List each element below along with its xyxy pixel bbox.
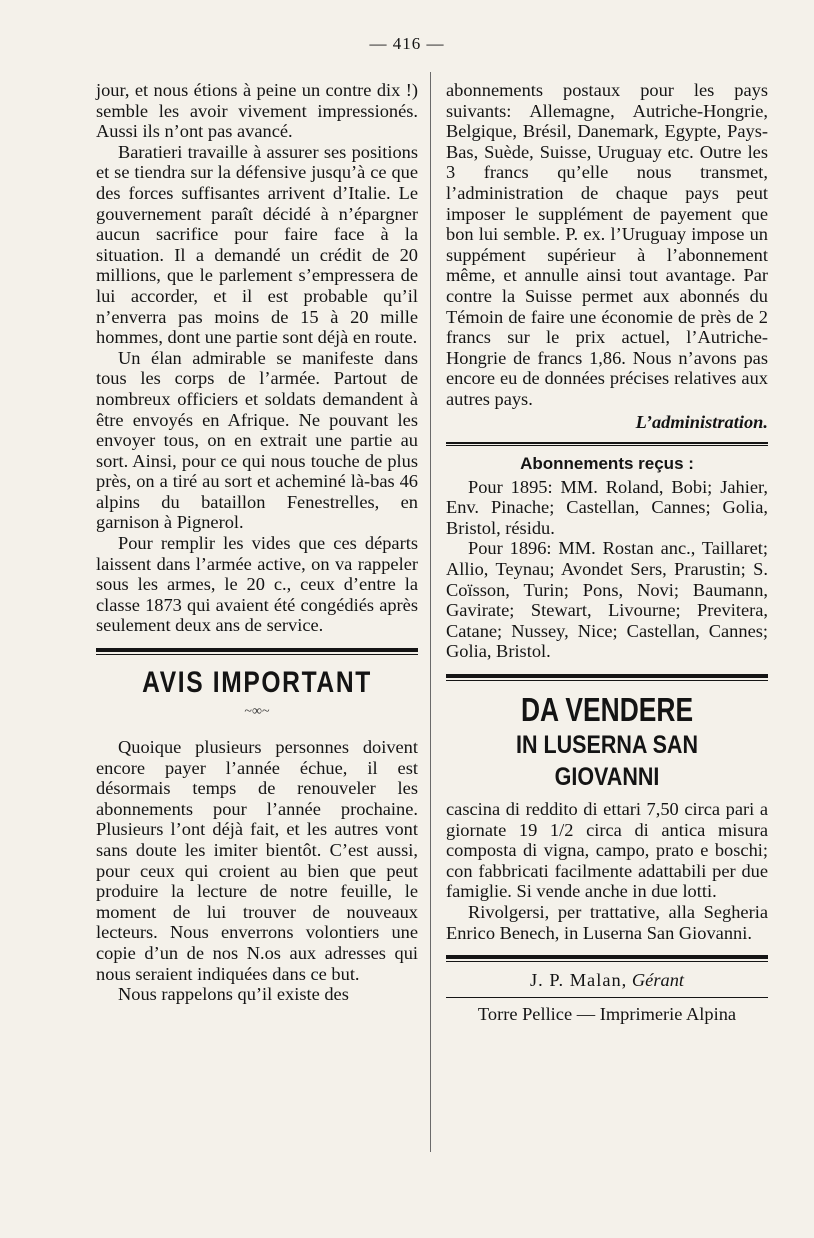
article-paragraph: Un élan admirable se manifeste dans tous les corps de l’armée. Partout de nombreux officiers et soldats demandent à être envoyés en Afrique. Ne pouvant les envoyer tous, on en extrait une partie au sort. Ainsi, pour ce qui nous touche de plus près, on a tiré au sort et acheminé là-bas 46 alpins du bataillon Fenestrelles, en garnison à Pignerol. (96, 347, 418, 533)
section-rule (446, 955, 768, 962)
manager-role: Gérant (631, 970, 685, 991)
article-paragraph: jour, et nous étions à peine un contre dix !) semble les avoir vivement impressionés. Aussi ils n’ont pas avancé. (96, 80, 418, 142)
section-rule (446, 442, 768, 446)
article-paragraph: Baratieri travaille à assurer ses positions et se tiendra sur la défensive jusqu’à ce que des forces suffisantes arrivent d’Italie. Le gouvernement paraît décidé à n’épargner aucun sacrifice pour faire face à la situation. Il a demandé un crédit de 20 millions, que le parlement s’empressera de lui accorder, et il est probable qu’il n’enverra pas moins de 15 à 20 mille hommes, dont une partie sont déjà en route. (96, 141, 418, 348)
for-sale-subheading: IN LUSERNA SAN GIOVANNI (516, 731, 698, 792)
avis-paragraph: Quoique plusieurs personnes doivent encore payer l’année échue, il est désormais temps de renouveler les abonnements pour l’année prochaine. Plusieurs l’ont déjà fait, et les autres vont sans doute les imiter bientôt. C’est aussi, pour ceux qui croient au bien que peut produire la lecture de notre feuille, le moment de lui trouver de nouveaux lecteurs. Nous enverrons volontiers une copie d’un de nos N.os aux adresses qui nous seraient indiquées dans ce but. (96, 737, 418, 984)
page-number: — 416 — (369, 34, 445, 53)
signature: L’administration. (635, 411, 768, 432)
for-sale-heading: DA VENDERE (520, 691, 694, 729)
left-column (96, 80, 418, 1005)
avis-heading: AVIS IMPORTANT (142, 666, 372, 700)
column-divider (430, 72, 431, 1152)
for-sale-text: cascina di reddito di ettari 7,50 circa pari a giornate 19 1/2 circa di antica misura composta di vigna, campo, prato e boschi; con fabbricati facilmente adattabili per due famiglie. Si vende anche in due lotti. (446, 799, 768, 902)
subscriptions-1896: Pour 1896: MM. Rostan anc., Taillaret; Allio, Teynau; Avondet Sers, Prarustin; S. Coïsson, Turin; Pons, Novi; Baumann, Gavirate; Stewart, Livourne; Previtera, Catane; Nussey, Nice; Castellan, Cannes; Golia, Bristol. (446, 538, 768, 662)
section-rule (96, 648, 418, 655)
for-sale-contact: Rivolgersi, per trattative, alla Segheria Enrico Benech, in Luserna San Giovanni. (446, 902, 768, 943)
subscriptions-heading: Abonnements reçus : (520, 454, 694, 474)
manager-line (446, 970, 768, 991)
section-rule (446, 997, 768, 998)
right-column (446, 80, 768, 1024)
ornament-icon: ~∞~ (244, 704, 270, 720)
manager-name: J. P. Malan, (529, 970, 628, 991)
section-rule (446, 674, 768, 681)
subscriptions-1895: Pour 1895: MM. Roland, Bobi; Jahier, Env. Pinache; Castellan, Cannes; Golia, Bristol, résidu. (446, 476, 768, 538)
article-paragraph: abonnements postaux pour les pays suivants: Allemagne, Autriche-Hongrie, Belgique, Brésil, Danemark, Egypte, Pays-Bas, Suède, Suisse, Uruguay etc. Outre les 3 francs qu’elle nous transmet, l’administration de chaque pays peut imposer le supplément de payement que bon lui semble. P. ex. l’Uruguay impose un suppément supérieur à l’abonnement même, et annulle ainsi tout avantage. Par contre la Suisse permet aux abonnés du Témoin de faire une économie de près de 2 francs sur le prix actuel, l’Autriche-Hongrie de francs 1,86. Nous n’avons pas encore eu de données précises relatives aux autres pays. (446, 80, 768, 409)
printer-line: Torre Pellice — Imprimerie Alpina (477, 1003, 737, 1024)
avis-paragraph: Nous rappelons qu’il existe des (118, 984, 349, 1005)
article-paragraph: Pour remplir les vides que ces départs laissent dans l’armée active, on va rappeler sous les armes, le 20 c., ceux d’entre la classe 1873 qui avaient été congédiés après seulement deux ans de service. (96, 533, 418, 636)
